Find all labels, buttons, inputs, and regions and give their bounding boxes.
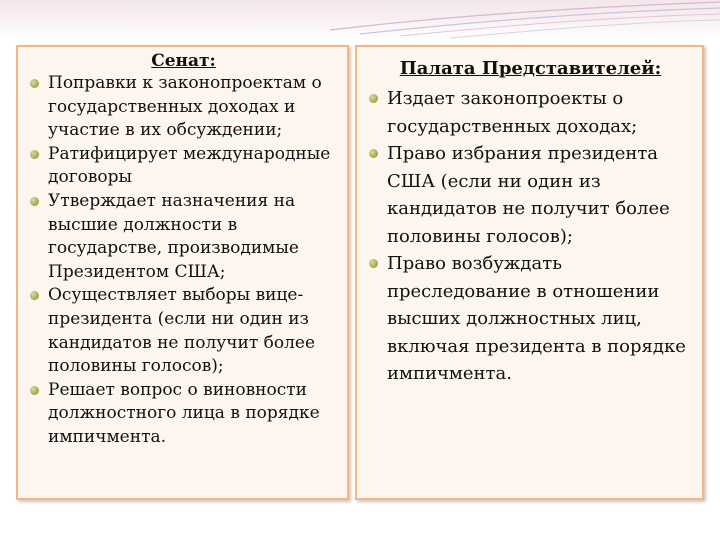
senate-powers-list [26,72,341,450]
list-item [365,140,696,250]
bullet-icon [30,197,39,206]
list-item [26,284,341,378]
house-title: Палата Представителей: [399,58,662,79]
senate-panel [16,45,349,500]
list-item [26,190,341,284]
bullet-icon [369,259,378,268]
list-item [365,85,696,140]
list-item-text: Издает законопроекты о государственных доходах; [387,88,638,137]
list-item-text: Ратифицирует международные договоры [48,143,331,188]
list-item-text: Решает вопрос о виновности должностного лица в порядке импичмента. [48,379,320,447]
bullet-icon [369,149,378,158]
house-powers-list [365,85,696,388]
senate-title: Сенат: [151,51,216,71]
bullet-icon [30,150,39,159]
list-item-text: Право избрания президента США (если ни один из кандидатов не получит более половины голосов); [387,143,670,247]
bullet-icon [30,79,39,88]
bullet-icon [30,291,39,300]
list-item-text: Утверждает назначения на высшие должности в государстве, производимые Президентом США; [48,190,299,282]
list-item-text: Право возбуждать преследование в отношении высших должностных лиц, включая президента в порядке импичмента. [387,253,686,384]
list-item-text: Осуществляет выборы вице-президента (если ни один из кандидатов не получит более половины голосов); [48,285,316,377]
bullet-icon [369,94,378,103]
list-item [26,379,341,450]
list-item [26,143,341,190]
house-panel [355,45,704,500]
list-item [365,250,696,388]
list-item-text: Поправки к законопроектам о государственных доходах и участие в их обсуждении; [48,73,322,141]
decorative-waves [0,0,720,40]
list-item [26,72,341,143]
bullet-icon [30,386,39,395]
